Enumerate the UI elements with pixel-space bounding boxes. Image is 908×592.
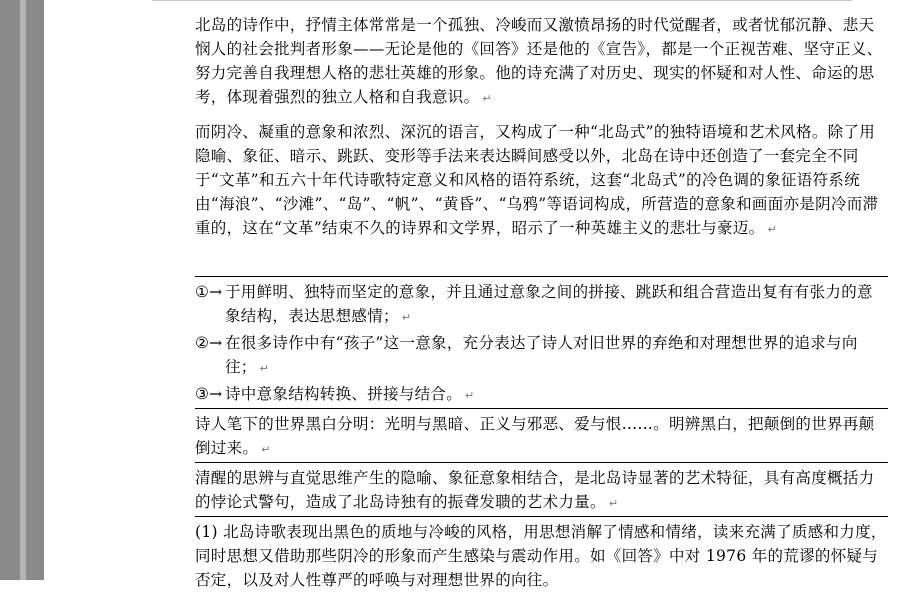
page-top-edge: [152, 0, 852, 7]
list-item-2[interactable]: [195, 331, 888, 381]
list-number-1: ①→: [195, 283, 223, 301]
paragraph-mark: ↵: [482, 92, 492, 105]
paragraph-mark: ↵: [261, 443, 271, 456]
paragraph-5-text: (1) 北岛诗歌表现出黑色的质地与冷峻的风格，用思想消解了情感和情绪，读来充满了质感和力度，同时思想又借助那些阴冷的形象而产生感染与震动作用。如《回答》中对 1976 年的荒谬的怀疑与否定，以及对人性尊严的呼唤与对理想世界的向往。: [195, 523, 887, 589]
paragraph-3-text: 诗人笔下的世界黑白分明：光明与黑暗、正义与邪恶、爱与恨……。明辨黑白，把颠倒的世界再颠倒过来。: [195, 415, 875, 457]
list-item-3-text: [195, 382, 888, 408]
list-item-3[interactable]: [195, 382, 888, 408]
list-item-1-text: [195, 280, 888, 330]
paragraph-mark: ↵: [465, 389, 475, 402]
paragraph-mark: ↵: [767, 223, 777, 236]
paragraph-mark: ↵: [401, 311, 412, 324]
list-item-2-content: 在很多诗作中有“孩子”这一意象，充分表达了诗人对旧世界的弃绝和对理想世界的追求与向往；: [225, 334, 858, 376]
section-rule: [195, 462, 888, 463]
left-margin-strip: [20, 0, 26, 580]
paragraph-4-text: 清醒的思辨与直觉思维产生的隐喻、象征意象相结合，是北岛诗显著的艺术特征，具有高度概括力的悖论式警句，造成了北岛诗独有的振聋发聩的艺术力量。: [195, 469, 875, 511]
paragraph-mark: ↵: [259, 362, 270, 375]
list-number-3: ③→: [195, 385, 223, 403]
list-item-2-text: [195, 331, 888, 381]
paragraph-1[interactable]: [195, 13, 888, 111]
paragraph-mark: ↵: [608, 497, 619, 510]
paragraph-4[interactable]: [195, 466, 888, 516]
list-item-1[interactable]: [195, 280, 888, 330]
section-rule: [195, 516, 888, 517]
paragraph-2[interactable]: [195, 120, 888, 242]
section-rule: [195, 276, 888, 277]
paragraph-1-text: 北岛的诗作中，抒情主体常常是一个孤独、冷峻而又激愤昂扬的时代觉醒者，或者忧郁沉静、悲天悯人的社会批判者形象——无论是他的《回答》还是他的《宣告》，都是一个正视苦难、坚守正义、努力完善自我理想人格的悲壮英雄的形象。他的诗充满了对历史、现实的怀疑和对人性、命运的思考，体现着强烈的独立人格和自我意识。: [195, 16, 883, 106]
left-margin-ruler: [0, 0, 44, 580]
paragraph-2-text: 而阴冷、凝重的意象和浓烈、深沉的语言，又构成了一种“北岛式”的独特语境和艺术风格。除了用隐喻、象征、暗示、跳跃、变形等手法来表达瞬间感受以外，北岛在诗中还创造了一套完全不同于“文革”和五六十年代诗歌特定意义和风格的语符系统，这套“北岛式”的冷色调的象征语符系统由“海浪”、“沙滩”、“岛”、“帆”、“黄昏”、“乌鸦”等语词构成，所营造的意象和画面亦是阴冷而滞重的，这在“文革”结束不久的诗界和文学界，昭示了一种英雄主义的悲壮与豪迈。: [195, 123, 879, 237]
paragraph-5[interactable]: [195, 520, 888, 592]
section-rule: [195, 408, 888, 409]
list-item-3-content: 诗中意象结构转换、拼接与结合。: [225, 385, 463, 403]
list-number-2: ②→: [195, 334, 223, 352]
list-item-1-content: 于用鲜明、独特而坚定的意象，并且通过意象之间的拼接、跳跃和组合营造出复有有张力的意象结构，表达思想感情；: [225, 283, 873, 325]
paragraph-3[interactable]: [195, 412, 888, 462]
